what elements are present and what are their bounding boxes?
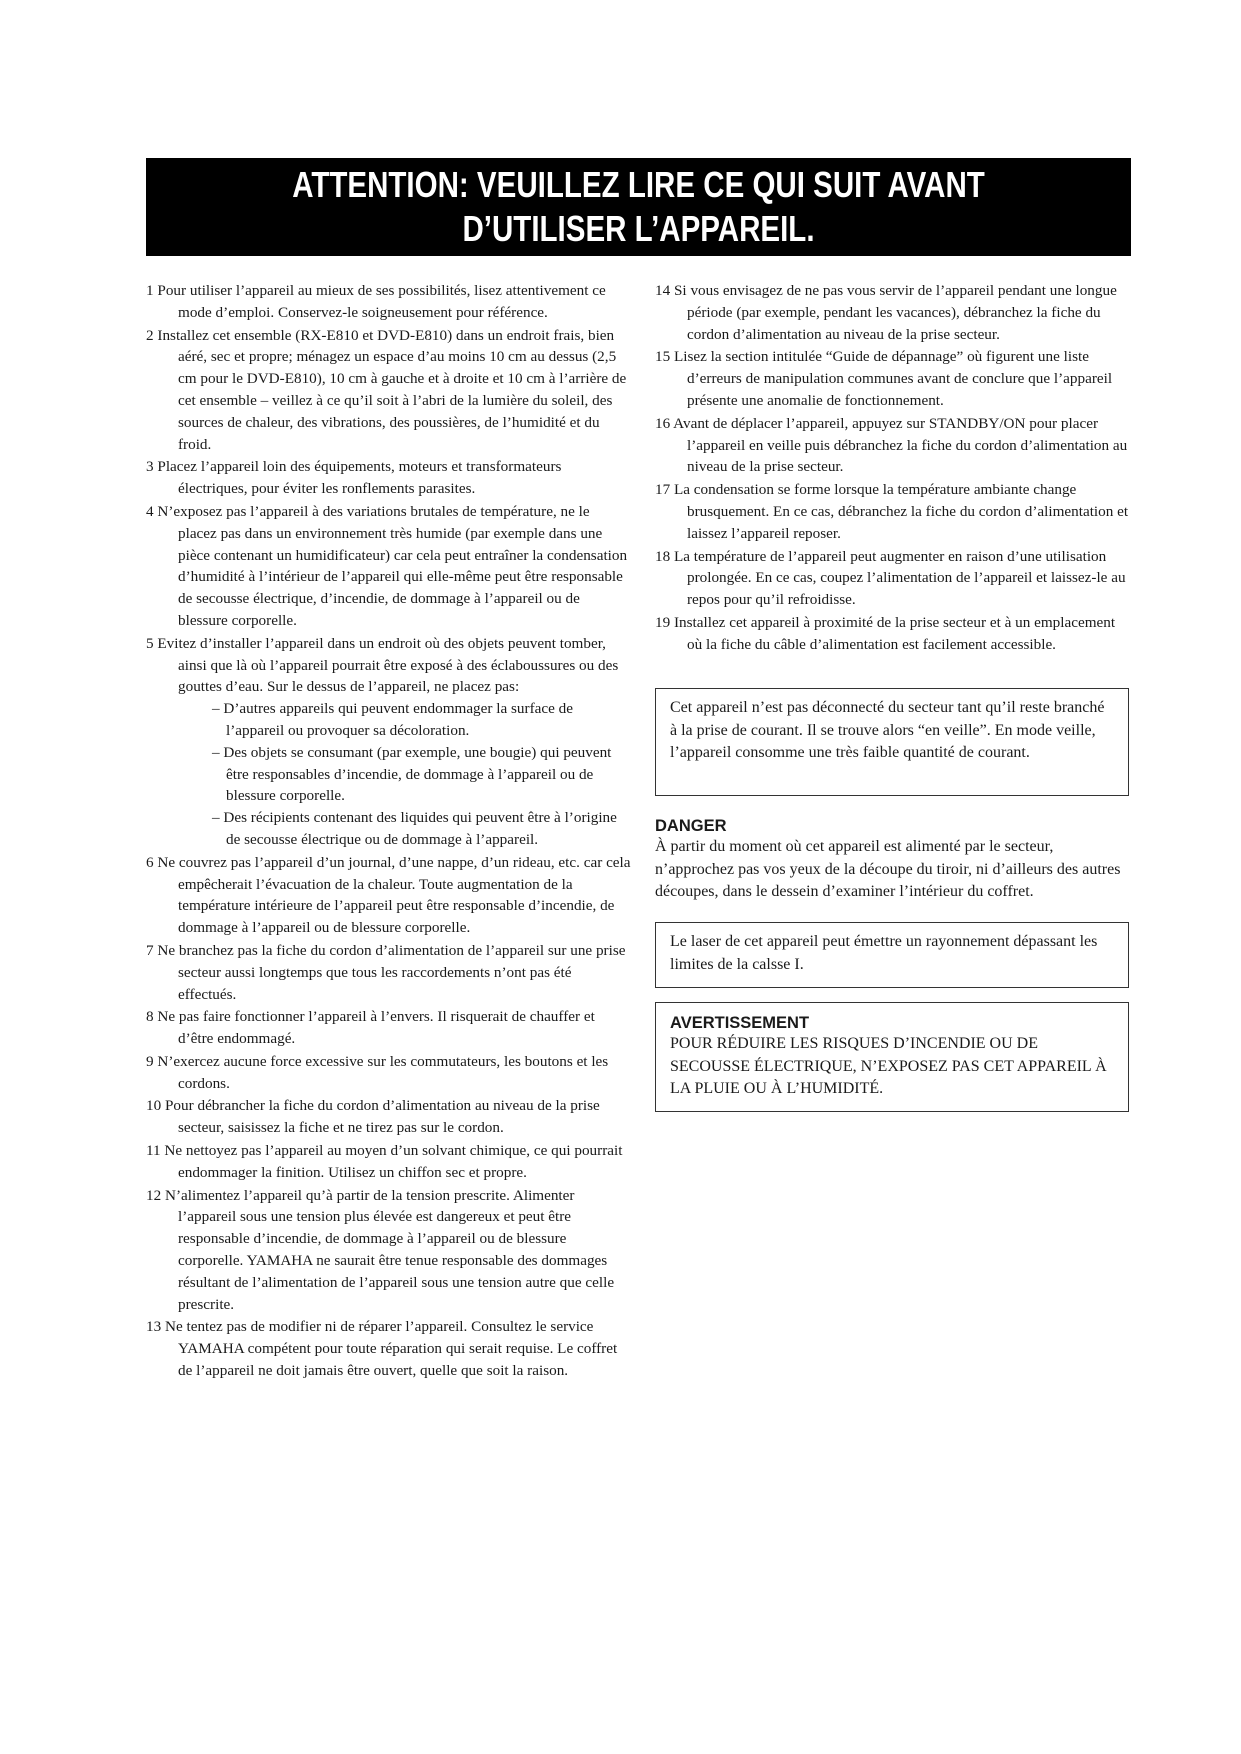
- page-title-banner: [146, 158, 1131, 256]
- list-item-text: 5 Evitez d’installer l’appareil dans un endroit où des objets peuvent tomber, ainsi que là où l’appareil pourrait être exposé à des éclaboussures ou des gouttes d’eau. Sur le dessus de l’appareil, ne placez pas:: [146, 634, 619, 696]
- warning-text: POUR RÉDUIRE LES RISQUES D’INCENDIE OU DE SECOUSSE ÉLECTRIQUE, N’EXPOSEZ PAS CET APPAREIL À LA PLUIE OU À L’HUMIDITÉ.: [670, 1035, 1107, 1097]
- warning-box: [655, 1002, 1129, 1112]
- list-item: 9 N’exercez aucune force excessive sur les commutateurs, les boutons et les cordons.: [146, 1052, 609, 1092]
- list-item: 11 Ne nettoyez pas l’appareil au moyen d’un solvant chimique, ce qui pourrait endommager la finition. Utilisez un chiffon sec et propre.: [146, 1142, 623, 1181]
- list-item: 17 La condensation se forme lorsque la température ambiante change brusquement. En ce cas, débranchez la fiche du cordon d’alimentation et laissez l’appareil reposer.: [655, 481, 1129, 542]
- list-item: 3 Placez l’appareil loin des équipements, moteurs et transformateurs électriques, pour éviter les ronflements parasites.: [146, 458, 562, 498]
- sub-list-item: – D’autres appareils qui peuvent endommager la surface de l’appareil ou provoquer sa décoloration.: [212, 700, 573, 739]
- laser-notice-text: Le laser de cet appareil peut émettre un rayonnement dépassant les limites de la calsse I.: [670, 933, 1098, 973]
- laser-notice-box: [655, 922, 1129, 988]
- sub-list-item: – Des objets se consumant (par exemple, une bougie) qui peuvent être responsables d’incendie, de dommage à l’appareil ou de blessure corporelle.: [212, 743, 612, 805]
- list-item: 14 Si vous envisagez de ne pas vous servir de l’appareil pendant une longue période (par exemple, pendant les vacances), débranchez la fiche du cordon d’alimentation au niveau de la prise secteur.: [655, 282, 1117, 343]
- standby-notice-box: [655, 688, 1129, 796]
- standby-notice-text: Cet appareil n’est pas déconnecté du secteur tant qu’il reste branché à la prise de courant. Il se trouve alors “en veille”. En mode veille, l’appareil consomme une très faible quantité de courant.: [670, 699, 1105, 761]
- sub-list-item: – Des récipients contenant des liquides qui peuvent être à l’origine de secousse électrique ou de dommage à l’appareil.: [212, 809, 617, 848]
- warning-heading: AVERTISSEMENT: [670, 1014, 810, 1032]
- list-item: 12 N’alimentez l’appareil qu’à partir de la tension prescrite. Alimenter l’appareil sous une tension plus élevée est dangereux et peut être responsable d’incendie, de dommage à l’appareil ou de blessure corporelle. YAMAHA ne saurait être tenue responsable des dommages résultant de l’alimentation de l’appareil sous une tension autre que celle prescrite.: [146, 1186, 615, 1313]
- danger-section: [655, 816, 1135, 904]
- list-item: 15 Lisez la section intitulée “Guide de dépannage” où figurent une liste d’erreurs de manipulation communes avant de conclure que l’appareil présente une anomalie de fonctionnement.: [655, 348, 1113, 409]
- list-item: 16 Avant de déplacer l’appareil, appuyez sur STANDBY/ON pour placer l’appareil en veille puis débranchez la fiche du cordon d’alimentation au niveau de la prise secteur.: [655, 414, 1128, 476]
- danger-text: À partir du moment où cet appareil est alimenté par le secteur, n’approchez pas vos yeux de la découpe du tiroir, ni d’ailleurs des autres découpes, dans le dessein d’examiner l’intérieur du coffret.: [655, 838, 1121, 900]
- list-item: 2 Installez cet ensemble (RX-E810 et DVD-E810) dans un endroit frais, bien aéré, sec et propre; ménagez un espace d’au moins 10 cm au dessus (2,5 cm pour le DVD-E810), 10 cm à gauche et à droite et 10 cm à l’arrière de cet ensemble – veillez à ce qu’il soit à l’abri de la lumière du soleil, des sources de chaleur, des vibrations, des poussières, de l’humidité et du froid.: [146, 326, 627, 453]
- list-item: 1 Pour utiliser l’appareil au mieux de ses possibilités, lisez attentivement ce mode d’emploi. Conservez-le soigneusement pour référence.: [146, 282, 606, 321]
- list-item: 13 Ne tentez pas de modifier ni de réparer l’appareil. Consultez le service YAMAHA compétent pour toute réparation qui serait requise. Le coffret de l’appareil ne doit jamais être ouvert, quelle que soit la raison.: [146, 1318, 618, 1380]
- left-column: [146, 280, 631, 1383]
- list-item: 8 Ne pas faire fonctionner l’appareil à l’envers. Il risquerait de chauffer et d’être endommagé.: [146, 1008, 595, 1048]
- right-column: [655, 280, 1131, 657]
- list-item: 19 Installez cet appareil à proximité de la prise secteur et à un emplacement où la fiche du câble d’alimentation est facilement accessible.: [655, 613, 1116, 653]
- list-item: 4 N’exposez pas l’appareil à des variations brutales de température, ne le placez pas dans un environnement très humide (par exemple dans une pièce contenant un humidificateur) car cela peut entraîner la condensation d’humidité à l’intérieur de l’appareil qui elle-même peut être responsable de secousse électrique, d’incendie, de dommage à l’appareil ou de blessure corporelle.: [146, 502, 628, 629]
- list-item: 10 Pour débrancher la fiche du cordon d’alimentation au niveau de la prise secteur, saisissez la fiche et ne tirez pas sur le cordon.: [146, 1097, 600, 1137]
- list-item: [146, 633, 631, 851]
- list-item: 7 Ne branchez pas la fiche du cordon d’alimentation de l’appareil sur une prise secteur aussi longtemps que tous les raccordements n’ont pas été effectués.: [146, 941, 626, 1003]
- list-item: 6 Ne couvrez pas l’appareil d’un journal, d’une nappe, d’un rideau, etc. car cela empêcherait l’évacuation de la chaleur. Toute augmentation de la température intérieure de l’appareil peut être responsable d’incendie, de dommage à l’appareil ou de blessure corporelle.: [146, 853, 631, 937]
- page-title: ATTENTION: VEUILLEZ LIRE CE QUI SUIT AVANT D’UTILISER L’APPAREIL.: [292, 164, 985, 249]
- list-item: 18 La température de l’appareil peut augmenter en raison d’une utilisation prolongée. En ce cas, coupez l’alimentation de l’appareil et laissez-le au repos pour qu’il refroidisse.: [655, 547, 1126, 609]
- danger-heading: DANGER: [655, 817, 727, 835]
